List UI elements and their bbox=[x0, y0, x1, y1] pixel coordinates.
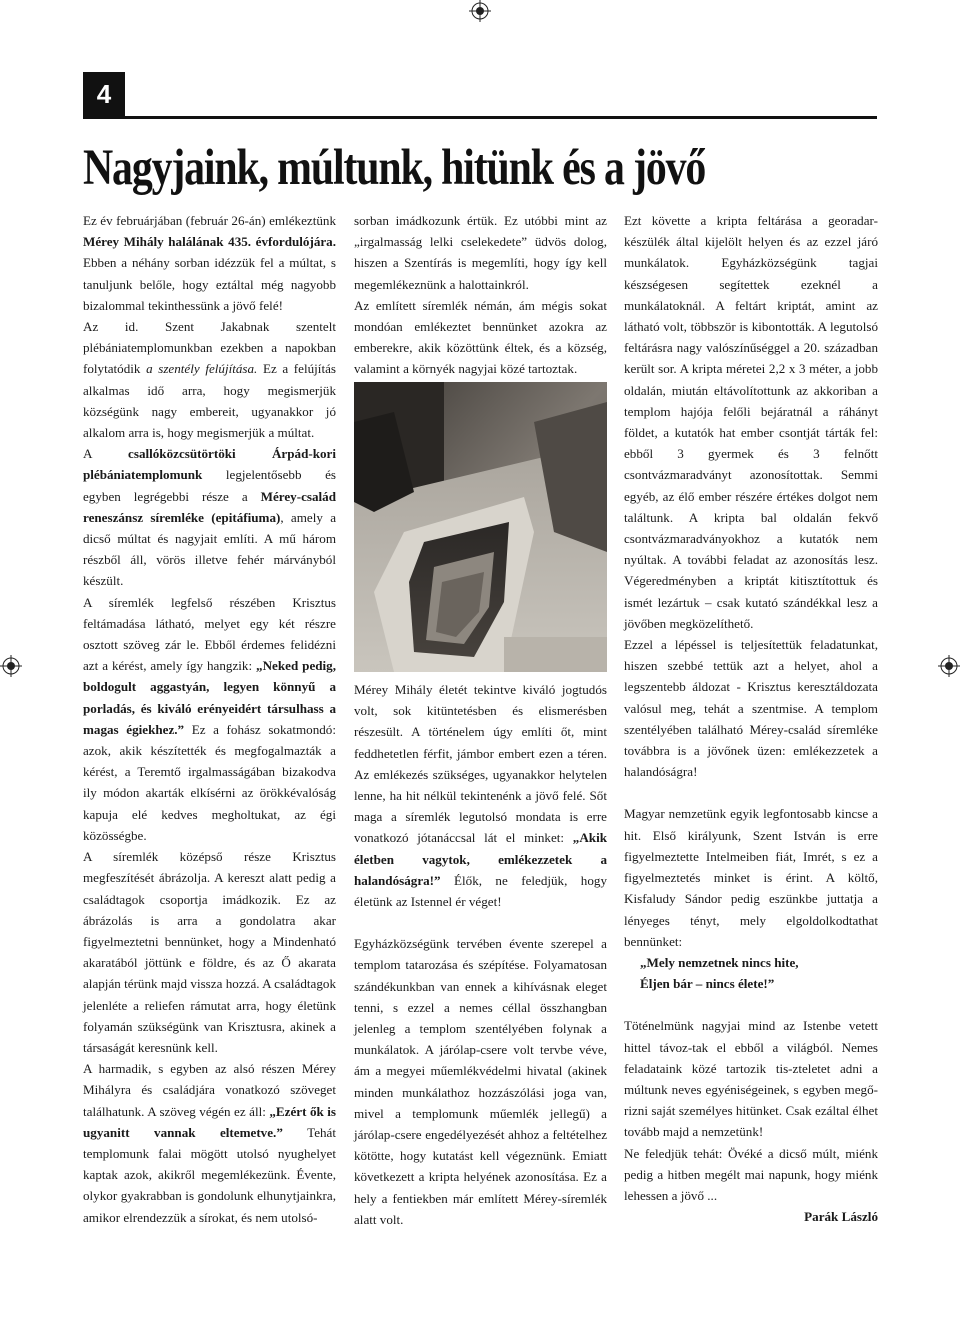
paragraph: Ezzel a lépéssel is teljesítettük feladatunkat, hiszen szebbé tettük azt a helyet, ahol a legszentebb áldozat - Krisztus keresztáldozata valósul meg, tehát a szentmise. A templom szentélyében található Mérey-család síremléke továbbra is a jövőnek üzen: emlékezzetek a halandóságra! bbox=[624, 637, 878, 780]
paragraph: Ne feledjük tehát: Övéké a dicső múlt, miénk pedig a hitben megélt mai napunk, hogy miénk lehessen a jövő ... bbox=[624, 1145, 878, 1203]
crypt-photo bbox=[354, 382, 607, 672]
registration-mark-right-icon bbox=[938, 655, 960, 677]
paragraph: Mérey Mihály életét tekintve kiváló jogtudós volt, sok kitüntetésben és elismerésben részesült. A történelem úgy említi őt, mint feddhetetlen férfit, jámbor embert ezen a téren. Az emlékezés szükséges, ugyanakkor helytelen lenne, ha hit nélkül tekintenénk a jövő felé. Sőt maga a síremlék legutolsó mondata is erre vonatkozó jótanáccsal lát el minket: „Akik életben vagytok, emlékezzetek a halandóságra!” Élők, ne feledjük, hogy életünk az Istennel ér véget! bbox=[354, 682, 607, 910]
poem-quote-line-2: Éljen bár – nincs élete!” bbox=[640, 976, 775, 992]
paragraph: A síremlék középső része Krisztus megfeszítését ábrázolja. A kereszt alatt pedig a családtagok csoportja imádkozik. Ez az ábrázolás is arra a gondolatra akar figyelmeztetni bennünket, hogy a Mindenható akaratából jöttünk e földre, és az Ő akarata alapján térünk majd vissza hozzá. A családtagok jelenléte a reliefen rámutat arra, hogy életünk folyamán szükségünk van Krisztusra, akinek a társaságát keresnünk kell. bbox=[83, 849, 336, 1055]
column-2-top bbox=[354, 210, 607, 380]
paragraph: Az említett síremlék némán, ám mégis sokat mondóan emlékeztet bennünket azokra az emberekre, akik közöttünk éltek, és a község, valamint a környék nagyjai közé tartoztak. bbox=[354, 297, 607, 377]
page-number: 4 bbox=[83, 72, 125, 116]
paragraph: Magyar nemzetünk egyik legfontosabb kincse a hit. Első királyunk, Szent István is erre figyelmeztette Intelmeiben fiát, Imrét, s ez a figyelmeztetés minket is érint. A költő, Kisfaludy Sándor pedig eszünkbe juttatja a lényeges tényt, mely elgoldolkodtathat bennünket: bbox=[624, 806, 878, 949]
column-2-bottom bbox=[354, 679, 607, 1230]
paragraph: Ezt követte a kripta feltárása a georadar-készülék által kijelölt helyen és az ezzel járó munkálatok. Egyházközségünk tagjai készségesen segítettek ezeknél a munkálatoknál. A feltárt kriptát, amint az látható volt, többször is kibontották. A legutolsó feltárásra nagy valószínűséggel a 20. században került sor. A kripta méretei 2,2 x 3 méter, a jobb oldalán, miután eltávolítottunk az akkoriban a templom hajója felőli bejáratnál a ráhányt földet, a kutatók hat ember csontját tárták fel: ebből 3 gyermek és 3 felnőtt csontvázmaradványt azonosítottak. Semmi egyéb, az élő ember részére értékes dolgot nem találtunk. A kripta bal oldalán fekvő csontvázmaradványokhoz a kutatók nem nyúltak. A további feladat az azonosítás lesz. Végeredményben a kriptát kitisztítottuk és ismét lezártuk – csak kutató szándékkal lesz a jövőben megközelíthető. bbox=[624, 213, 878, 631]
column-3 bbox=[624, 210, 878, 1227]
header-rule bbox=[83, 116, 877, 119]
paragraph: Ez év februárjában (február 26-án) emlékeztünk Mérey Mihály halálának 435. évfordulójára. Ebben a néhány sorban idézzük fel a múltat, s tanuljunk belőle, hogy eztáltal még nagyobb bizalommal tekinthessünk a jövő felé! bbox=[83, 213, 336, 313]
paragraph: sorban imádkozunk értük. Ez utóbbi mint az „irgalmasság lelki cselekedete” üdvös dolog, hiszen a Szentírás is megemlíti, hogy így kell megemlékeznünk a halottainkról. bbox=[354, 213, 607, 292]
registration-mark-left-icon bbox=[0, 655, 22, 677]
poem-quote-line-1: „Mely nemzetnek nincs hite, bbox=[640, 954, 799, 970]
column-1 bbox=[83, 210, 336, 1228]
article-title: Nagyjaink, múltunk, hitünk és a jövő bbox=[83, 140, 706, 196]
paragraph: A csallóközcsütörtöki Árpád-kori plébániatemplomunk legjelentősebb és egyben legrégebbi része a Mérey-család reneszánsz síremléke (epitáfiuma), amely a dicső múltat és nagyjait említi. A mű három részből áll, vörös illetve fehér márványból készült. bbox=[83, 446, 336, 589]
paragraph: Töténelmünk nagyjai mind az Istenbe vetett hittel távoz-tak el ebből a világból. Nemes feladataink közé tartozik tis-zteletet adni a múltunk neves egyéniségeinek, s egyben megő-rizni saját személyes hitünket. Csak ezáltal élhet tovább majd a nemzetünk! bbox=[624, 1018, 878, 1140]
paragraph: A síremlék legfelső részében Krisztus feltámadása látható, melyet egy két részre osztott szöveg zár le. Ebből érdemes felidézni azt a kérést, amely így hangzik: „Neked pedig, boldogult aggastyán, legyen könnyű a porladás, és kiváló erényeidért társulhass a magas égiekhez.” Ez a fohász sokatmondó: azok, akik készítették és megfogalmazták a kérést, a Teremtő irgalmasságában bizakodva ily módon akarták elkísérni az örökkévalóság kapuja elé kedves megholtukat, az égi közösségbe. bbox=[83, 594, 336, 843]
registration-mark-top-icon bbox=[469, 0, 491, 22]
paragraph: A harmadik, s egyben az alsó részen Mérey Mihályra és családjára vonatkozó szöveget találhatunk. A szöveg végén ez áll: „Ezért ők is ugyanitt vannak eltemetve.” Tehát templomunk falai mögött utolsó nyughelyet kaptak azok, akikről megemlékezünk. Évente, olykor gyakrabban is gondolunk elhunytjainkra, amikor elrendezzük a sírokat, és nem utolsó- bbox=[83, 1061, 336, 1225]
paragraph: Egyházközségünk tervében évente szerepel a templom tatarozása és szépítése. Folyamatosan szándékunkban van ennek a kihívásnak eleget tenni, s ezzel a nemes céllal összhangban jelenleg a templom szentélyében folynak a munkálatok. A járólap-csere volt tervbe véve, ám a megyei műemlékvédelmi hivatal (akinek minden munkálathoz hozzászólási joga van, mivel a templomunk műemlék jellegű) a járólap-csere engedélyezését ahhoz a feltételhez kötötte, hogy kutatást kell végeznünk. Emiatt következett a kripta helyének azonosítása. Ez a hely a fentiekben már említett Mérey-síremlék alatt volt. bbox=[354, 936, 607, 1227]
paragraph: Az id. Szent Jakabnak szentelt plébániatemplomunkban ezekben a napokban folytatódik a szentély felújítása. Ez a felújítás alkalmas idő arra, hogy megismerjük községünk nagy embereit, ugyanakkor jó alkalom arra is, hogy megismerjük a múltat. bbox=[83, 319, 336, 441]
author-signature: Parák László bbox=[804, 1209, 878, 1225]
